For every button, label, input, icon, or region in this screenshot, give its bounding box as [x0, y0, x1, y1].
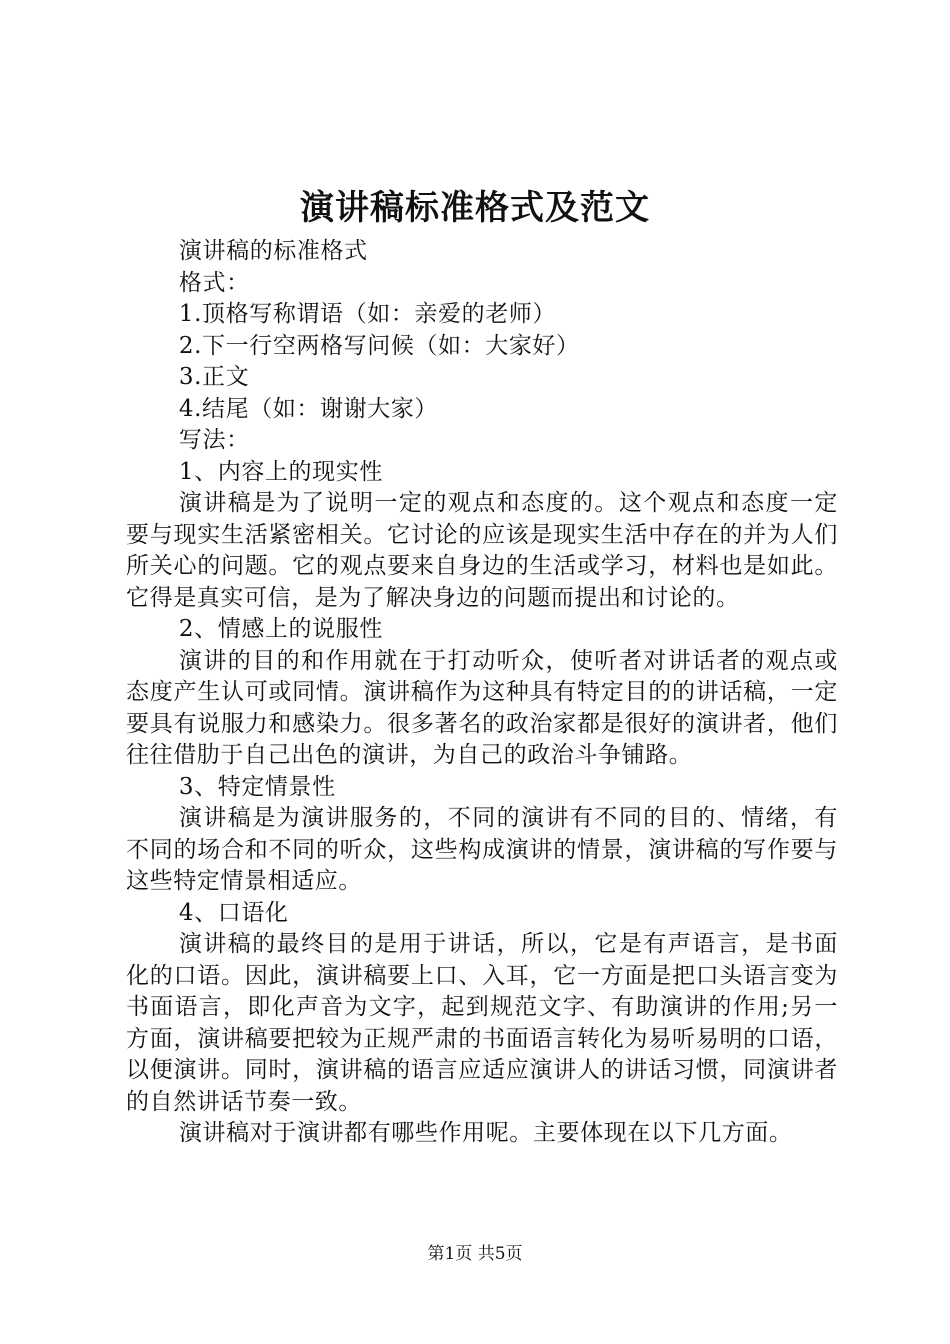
paragraph: 4.结尾（如：谢谢大家）: [178, 395, 439, 422]
paragraph: 演讲稿的最终目的是用于讲话，所以，它是有声语言，是书面化的口语。因此，演讲稿要上口、入耳，它一方面是把口头语言变为书面语言，即化声音为文字，起到规范文字、有助演讲的作用;另一方面，演讲稿要把较为正规严肃的书面语言转化为易听易明的口语，以便演讲。同时，演讲稿的语言应适应演讲人的讲话习惯，同演讲者的自然讲话节奏一致。: [126, 931, 838, 1115]
paragraph: 格式：: [178, 269, 250, 296]
paragraph: 3.正文: [178, 364, 250, 390]
document-body: [126, 236, 838, 1150]
paragraph: 演讲的目的和作用就在于打动听众，使听者对讲话者的观点或态度产生认可或同情。演讲稿作为这种具有特定目的的讲话稿，一定要具有说服力和感染力。很多著名的政治家都是很好的演讲者，他们往往借肋于自己出色的演讲，为自己的政治斗争铺路。: [126, 647, 838, 768]
paragraph: 演讲稿的标准格式: [178, 238, 368, 264]
paragraph: 2.下一行空两格写问候（如：大家好）: [178, 332, 580, 359]
section-heading: 1、内容上的现实性: [178, 458, 383, 485]
section-heading: 4、口语化: [178, 899, 289, 926]
section-heading: 2、情感上的说服性: [178, 616, 383, 642]
paragraph: 演讲稿是为演讲服务的，不同的演讲有不同的目的、情绪，有不同的场合和不同的听众，这些构成演讲的情景，演讲稿的写作要与这些特定情景相适应。: [126, 805, 838, 894]
paragraph: 1.顶格写称谓语（如：亲爱的老师）: [178, 301, 557, 327]
paragraph: 写法：: [178, 427, 250, 453]
paragraph: 演讲稿是为了说明一定的观点和态度的。这个观点和态度一定要与现实生活紧密相关。它讨论的应该是现实生活中存在的并为人们所关心的问题。它的观点要来自身边的生活或学习，材料也是如此。它得是真实可信，是为了解决身边的问题而提出和讨论的。: [126, 490, 838, 611]
page-number-footer: 第1页 共5页: [427, 1244, 523, 1264]
section-heading: 3、特定情景性: [178, 773, 336, 800]
paragraph: 演讲稿对于演讲都有哪些作用呢。主要体现在以下几方面。: [178, 1120, 793, 1146]
document-title: 演讲稿标准格式及范文: [300, 188, 650, 228]
